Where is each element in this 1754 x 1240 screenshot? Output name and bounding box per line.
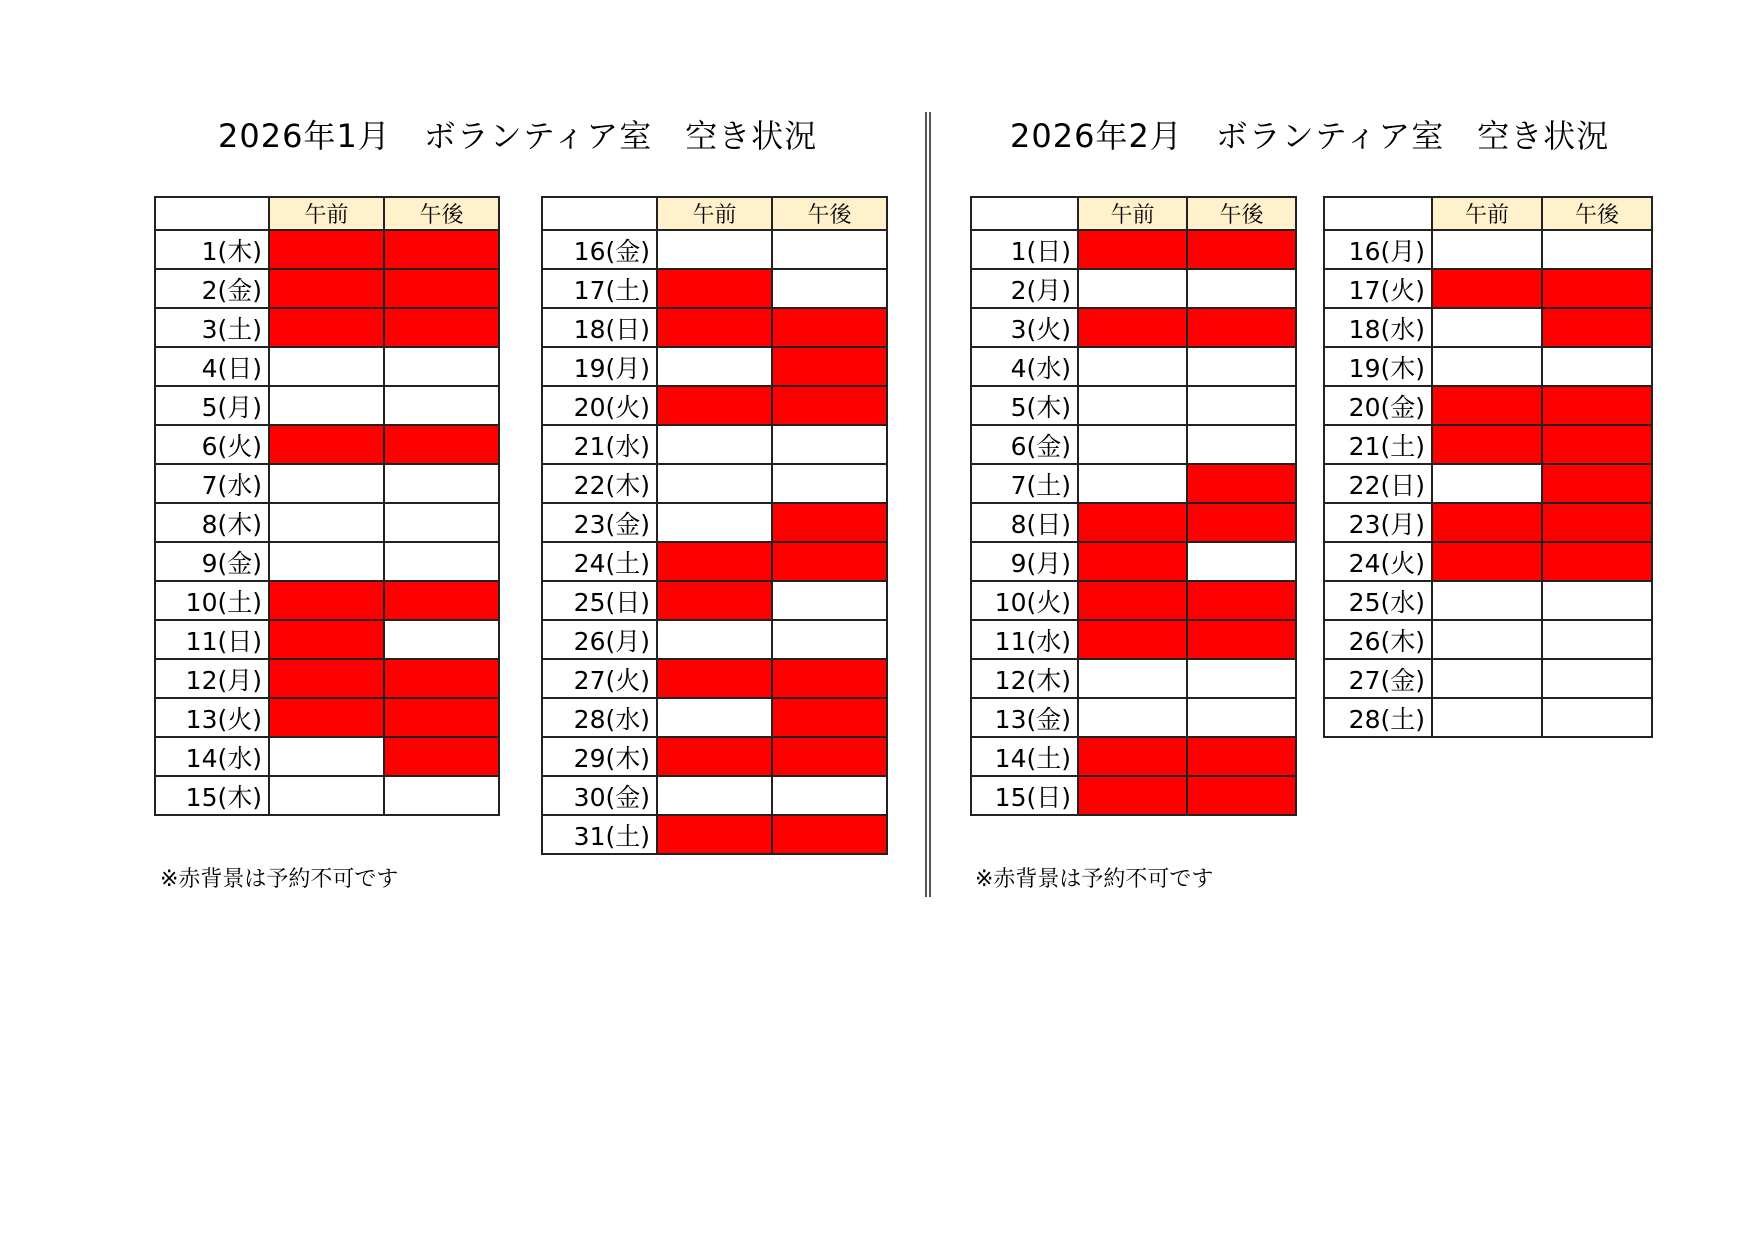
date-cell: 13(金) [971,698,1078,737]
am-slot-available [657,464,772,503]
date-cell: 2(月) [971,269,1078,308]
date-cell: 16(金) [542,230,657,269]
table-row [155,230,499,269]
am-slot-available [1432,230,1542,269]
table-row [1324,620,1652,659]
pm-slot-unavailable [384,308,499,347]
date-cell: 23(金) [542,503,657,542]
am-slot-available [1078,269,1187,308]
date-cell: 13(火) [155,698,269,737]
table-row [542,698,887,737]
date-cell: 4(水) [971,347,1078,386]
pm-slot-unavailable [384,737,499,776]
table-row [155,347,499,386]
date-cell: 20(金) [1324,386,1432,425]
am-slot-unavailable [1078,776,1187,815]
date-cell: 11(水) [971,620,1078,659]
am-slot-available [657,503,772,542]
month-title-january: 2026年1月 ボランティア室 空き状況 [218,117,818,155]
pm-slot-unavailable [1187,620,1296,659]
pm-slot-available [384,776,499,815]
am-slot-available [1432,308,1542,347]
table-row [542,737,887,776]
legend-note-january: ※赤背景は予約不可です [160,867,399,892]
date-cell: 18(日) [542,308,657,347]
table-row [1324,464,1652,503]
am-slot-available [657,698,772,737]
table-row [971,698,1296,737]
date-cell: 15(木) [155,776,269,815]
pm-slot-unavailable [772,659,887,698]
am-slot-available [269,464,384,503]
pm-slot-available [772,464,887,503]
date-cell: 23(月) [1324,503,1432,542]
date-cell: 9(月) [971,542,1078,581]
date-cell: 14(水) [155,737,269,776]
availability-table-feb-1 [970,196,1297,816]
date-cell: 22(日) [1324,464,1432,503]
pm-slot-unavailable [384,269,499,308]
table-row [542,620,887,659]
table-row [971,659,1296,698]
table-row [971,386,1296,425]
pm-slot-available [1542,230,1652,269]
pm-slot-unavailable [384,581,499,620]
pm-slot-unavailable [1542,386,1652,425]
am-slot-available [1432,347,1542,386]
am-slot-unavailable [269,269,384,308]
am-slot-available [657,230,772,269]
table-row [542,542,887,581]
table-row [155,464,499,503]
table-row [971,620,1296,659]
table-row [542,464,887,503]
am-slot-available [1078,425,1187,464]
header-pm: 午後 [772,197,887,230]
legend-note-february: ※赤背景は予約不可です [975,867,1214,892]
pm-slot-unavailable [1187,230,1296,269]
pm-slot-available [384,503,499,542]
table-row [971,425,1296,464]
date-cell: 12(木) [971,659,1078,698]
am-slot-available [269,347,384,386]
table-row [1324,698,1652,737]
header-row [971,197,1296,230]
am-slot-unavailable [1432,386,1542,425]
table-row [971,308,1296,347]
pm-slot-unavailable [772,347,887,386]
am-slot-unavailable [1078,503,1187,542]
pm-slot-available [772,269,887,308]
pm-slot-available [1542,620,1652,659]
date-cell: 3(土) [155,308,269,347]
table-row [155,386,499,425]
header-pm: 午後 [1542,197,1652,230]
table-row [971,230,1296,269]
am-slot-available [1078,347,1187,386]
am-slot-available [269,386,384,425]
pm-slot-available [772,425,887,464]
table-row [155,659,499,698]
header-corner-cell [542,197,657,230]
am-slot-unavailable [1432,425,1542,464]
table-row [542,230,887,269]
pm-slot-available [772,620,887,659]
availability-table-jan-2 [541,196,888,855]
date-cell: 7(水) [155,464,269,503]
table-row [155,542,499,581]
month-divider [925,112,931,897]
pm-slot-unavailable [1542,503,1652,542]
date-cell: 17(火) [1324,269,1432,308]
table-row [971,464,1296,503]
pm-slot-available [384,347,499,386]
am-slot-available [1432,464,1542,503]
pm-slot-unavailable [1542,308,1652,347]
header-corner-cell [155,197,269,230]
date-cell: 28(水) [542,698,657,737]
date-cell: 10(土) [155,581,269,620]
table-row [971,776,1296,815]
am-slot-available [1432,581,1542,620]
date-cell: 6(金) [971,425,1078,464]
date-cell: 20(火) [542,386,657,425]
pm-slot-available [1187,542,1296,581]
am-slot-available [1432,659,1542,698]
date-cell: 15(日) [971,776,1078,815]
am-slot-unavailable [269,308,384,347]
table-row [155,425,499,464]
am-slot-unavailable [657,542,772,581]
am-slot-unavailable [269,425,384,464]
pm-slot-unavailable [1542,425,1652,464]
date-cell: 31(土) [542,815,657,854]
table-row [542,269,887,308]
pm-slot-unavailable [1187,503,1296,542]
date-cell: 2(金) [155,269,269,308]
table-row [542,659,887,698]
table-row [542,503,887,542]
date-cell: 25(日) [542,581,657,620]
pm-slot-available [1187,425,1296,464]
am-slot-available [657,620,772,659]
header-row [542,197,887,230]
pm-slot-unavailable [772,308,887,347]
table-row [542,308,887,347]
table-row [155,269,499,308]
table-row [542,386,887,425]
pm-slot-unavailable [384,659,499,698]
header-corner-cell [971,197,1078,230]
table-row [971,581,1296,620]
date-cell: 6(火) [155,425,269,464]
table-row [971,269,1296,308]
am-slot-unavailable [1432,503,1542,542]
am-slot-available [269,776,384,815]
table-row [971,503,1296,542]
pm-slot-available [772,230,887,269]
pm-slot-available [384,464,499,503]
am-slot-available [1078,386,1187,425]
am-slot-available [269,737,384,776]
pm-slot-available [384,620,499,659]
pm-slot-unavailable [1542,542,1652,581]
date-cell: 5(月) [155,386,269,425]
pm-slot-unavailable [772,815,887,854]
pm-slot-unavailable [772,503,887,542]
am-slot-unavailable [269,620,384,659]
header-am: 午前 [1078,197,1187,230]
pm-slot-unavailable [1187,464,1296,503]
header-am: 午前 [657,197,772,230]
table-row [1324,503,1652,542]
pm-slot-unavailable [772,386,887,425]
date-cell: 27(火) [542,659,657,698]
header-row [1324,197,1652,230]
pm-slot-available [1187,698,1296,737]
pm-slot-unavailable [1542,269,1652,308]
table-row [542,776,887,815]
pm-slot-unavailable [1187,308,1296,347]
am-slot-unavailable [657,815,772,854]
am-slot-available [657,425,772,464]
table-row [155,581,499,620]
table-row [542,815,887,854]
table-row [1324,386,1652,425]
am-slot-available [657,776,772,815]
availability-table-feb-2 [1323,196,1653,738]
am-slot-unavailable [1078,737,1187,776]
table-row [1324,425,1652,464]
am-slot-unavailable [1432,269,1542,308]
date-cell: 14(土) [971,737,1078,776]
header-row [155,197,499,230]
pm-slot-available [1187,347,1296,386]
date-cell: 28(土) [1324,698,1432,737]
am-slot-unavailable [269,659,384,698]
table-row [1324,542,1652,581]
am-slot-available [269,503,384,542]
date-cell: 17(土) [542,269,657,308]
date-cell: 26(木) [1324,620,1432,659]
date-cell: 19(木) [1324,347,1432,386]
am-slot-unavailable [657,386,772,425]
am-slot-unavailable [269,581,384,620]
am-slot-unavailable [1432,542,1542,581]
am-slot-available [1078,464,1187,503]
pm-slot-available [384,542,499,581]
pm-slot-available [772,581,887,620]
header-am: 午前 [269,197,384,230]
date-cell: 19(月) [542,347,657,386]
date-cell: 11(日) [155,620,269,659]
date-cell: 21(水) [542,425,657,464]
date-cell: 24(土) [542,542,657,581]
date-cell: 21(土) [1324,425,1432,464]
table-row [155,308,499,347]
pm-slot-available [1542,347,1652,386]
table-row [155,737,499,776]
date-cell: 5(木) [971,386,1078,425]
table-row [1324,581,1652,620]
am-slot-available [1078,659,1187,698]
date-cell: 30(金) [542,776,657,815]
am-slot-unavailable [269,698,384,737]
date-cell: 8(日) [971,503,1078,542]
table-row [542,425,887,464]
date-cell: 26(月) [542,620,657,659]
am-slot-unavailable [1078,542,1187,581]
date-cell: 25(水) [1324,581,1432,620]
date-cell: 29(木) [542,737,657,776]
table-row [1324,230,1652,269]
pm-slot-unavailable [772,542,887,581]
table-row [155,776,499,815]
table-row [542,347,887,386]
pm-slot-unavailable [1187,776,1296,815]
pm-slot-unavailable [1187,737,1296,776]
date-cell: 7(土) [971,464,1078,503]
table-row [155,503,499,542]
pm-slot-unavailable [772,737,887,776]
am-slot-available [657,347,772,386]
pm-slot-available [1187,269,1296,308]
pm-slot-available [1542,659,1652,698]
date-cell: 10(火) [971,581,1078,620]
pm-slot-available [1542,698,1652,737]
am-slot-unavailable [1078,230,1187,269]
pm-slot-available [384,386,499,425]
date-cell: 12(月) [155,659,269,698]
date-cell: 3(火) [971,308,1078,347]
am-slot-unavailable [1078,620,1187,659]
header-pm: 午後 [1187,197,1296,230]
pm-slot-unavailable [1187,581,1296,620]
date-cell: 24(火) [1324,542,1432,581]
table-row [1324,659,1652,698]
pm-slot-unavailable [384,425,499,464]
table-row [542,581,887,620]
am-slot-available [1432,620,1542,659]
pm-slot-unavailable [1542,464,1652,503]
date-cell: 16(月) [1324,230,1432,269]
table-row [1324,347,1652,386]
pm-slot-unavailable [772,698,887,737]
am-slot-unavailable [657,737,772,776]
date-cell: 18(水) [1324,308,1432,347]
date-cell: 1(木) [155,230,269,269]
am-slot-unavailable [657,659,772,698]
date-cell: 1(日) [971,230,1078,269]
month-title-february: 2026年2月 ボランティア室 空き状況 [1010,117,1610,155]
table-row [155,620,499,659]
table-row [971,347,1296,386]
table-row [971,737,1296,776]
availability-table-jan-1 [154,196,500,816]
date-cell: 9(金) [155,542,269,581]
table-row [1324,308,1652,347]
pm-slot-available [1187,386,1296,425]
pm-slot-available [1187,659,1296,698]
date-cell: 4(日) [155,347,269,386]
am-slot-unavailable [1078,581,1187,620]
date-cell: 27(金) [1324,659,1432,698]
header-pm: 午後 [384,197,499,230]
am-slot-available [269,542,384,581]
am-slot-unavailable [657,308,772,347]
am-slot-available [1078,698,1187,737]
pm-slot-unavailable [384,230,499,269]
am-slot-available [1432,698,1542,737]
table-row [155,698,499,737]
am-slot-unavailable [269,230,384,269]
header-corner-cell [1324,197,1432,230]
am-slot-unavailable [657,581,772,620]
date-cell: 8(木) [155,503,269,542]
header-am: 午前 [1432,197,1542,230]
date-cell: 22(木) [542,464,657,503]
am-slot-unavailable [1078,308,1187,347]
am-slot-unavailable [657,269,772,308]
pm-slot-available [1542,581,1652,620]
pm-slot-unavailable [384,698,499,737]
table-row [971,542,1296,581]
table-row [1324,269,1652,308]
pm-slot-available [772,776,887,815]
